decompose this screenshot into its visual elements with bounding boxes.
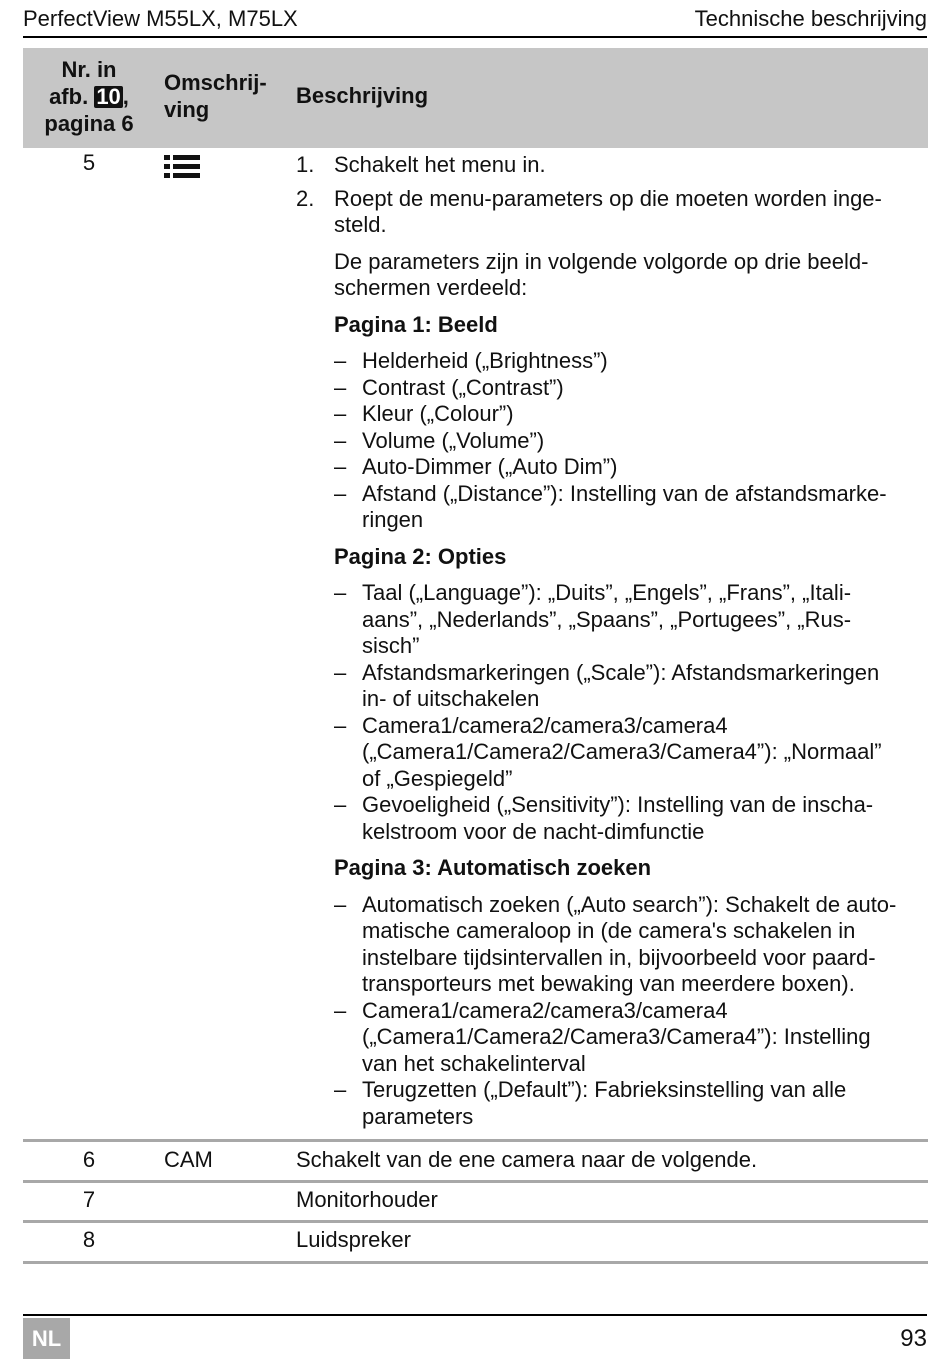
list-item: – Afstandsmarkeringen („Scale”): Afstandsmarkeringen in- of uitschakelen (334, 659, 880, 711)
page-header (23, 4, 927, 38)
intro-text: De parameters zijn in volgende volgorde op drie beeld- schermen verdeeld: (334, 248, 869, 300)
footer-divider (23, 1314, 927, 1316)
list-item: – Terugzetten („Default”): Fabrieksinstelling van alle parameters (334, 1077, 847, 1129)
table-header (23, 48, 928, 148)
header-section: Technische beschrijving (694, 6, 927, 31)
list-item: 1. Schakelt het menu in. (296, 152, 546, 177)
page2-list (296, 580, 936, 845)
language-badge: NL (23, 1318, 70, 1359)
list-item: – Automatisch zoeken („Auto search”): Schakelt de auto- matische cameraloop in (de camera's schakelen in instelbare tijdsintervallen in, bijvoorbeeld voor paard- transporteurs met bewaking van meerdere boxen). (334, 891, 897, 996)
table-bottom-border (23, 1261, 928, 1264)
menu-list-icon (164, 154, 200, 178)
list-item: – Kleur („Colour”) (334, 401, 514, 426)
list-item: 2. Roept de menu-parameters op die moeten worden inge- steld. (296, 185, 882, 237)
row-divider (23, 1220, 928, 1223)
list-item: – Camera1/camera2/camera3/camera4 („Camera1/Camera2/Camera3/Camera4”): Instelling van het schakelinterval (334, 997, 871, 1076)
row-divider (23, 1180, 928, 1183)
row-divider (23, 1139, 928, 1142)
row-description: Luidspreker (296, 1227, 411, 1252)
section-title: Pagina 2: Opties (334, 543, 507, 569)
list-item: – Auto-Dimmer („Auto Dim”) (334, 454, 618, 479)
row-number: 5 (82, 150, 96, 175)
page1-list (296, 348, 936, 534)
row-omschrijving: CAM (164, 1147, 213, 1172)
header-omschrijving: Omschrij- ving (164, 70, 267, 122)
row-description: Schakelt van de ene camera naar de volgende. (296, 1147, 758, 1172)
list-item: – Contrast („Contrast”) (334, 374, 564, 400)
list-item: – Volume („Volume”) (334, 427, 545, 453)
row-description (296, 152, 936, 1130)
list-item: – Gevoeligheid („Sensitivity”): Instelling van de inscha- kelstroom voor de nacht-dimfunctie (334, 792, 874, 844)
section-title: Pagina 1: Beeld (334, 311, 498, 337)
page-number: 93 (900, 1325, 927, 1352)
figure-badge: 10 (96, 84, 121, 109)
header-nr: Nr. in afb. 10, pagina 6 (44, 57, 134, 136)
row-description: Monitorhouder (296, 1187, 438, 1212)
list-item: – Helderheid („Brightness”) (334, 348, 608, 373)
list-item: – Taal („Language”): „Duits”, „Engels”, „Frans”, „Itali- aans”, „Nederlands”, „Spaans”, „Portugees”, „Rus- sisch” (334, 580, 852, 658)
row-number: 8 (82, 1227, 96, 1252)
header-beschrijving: Beschrijving (296, 83, 429, 108)
section-title: Pagina 3: Automatisch zoeken (334, 855, 652, 880)
header-product: PerfectView M55LX, M75LX (23, 6, 298, 31)
row-number: 6 (82, 1147, 96, 1172)
list-item: – Afstand („Distance”): Instelling van de afstandsmarke- ringen (334, 480, 887, 532)
page3-list (296, 892, 936, 1131)
list-item: – Camera1/camera2/camera3/camera4 („Camera1/Camera2/Camera3/Camera4”): „Normaal” of „Gespiegeld” (334, 712, 882, 791)
row-number: 7 (82, 1187, 96, 1212)
